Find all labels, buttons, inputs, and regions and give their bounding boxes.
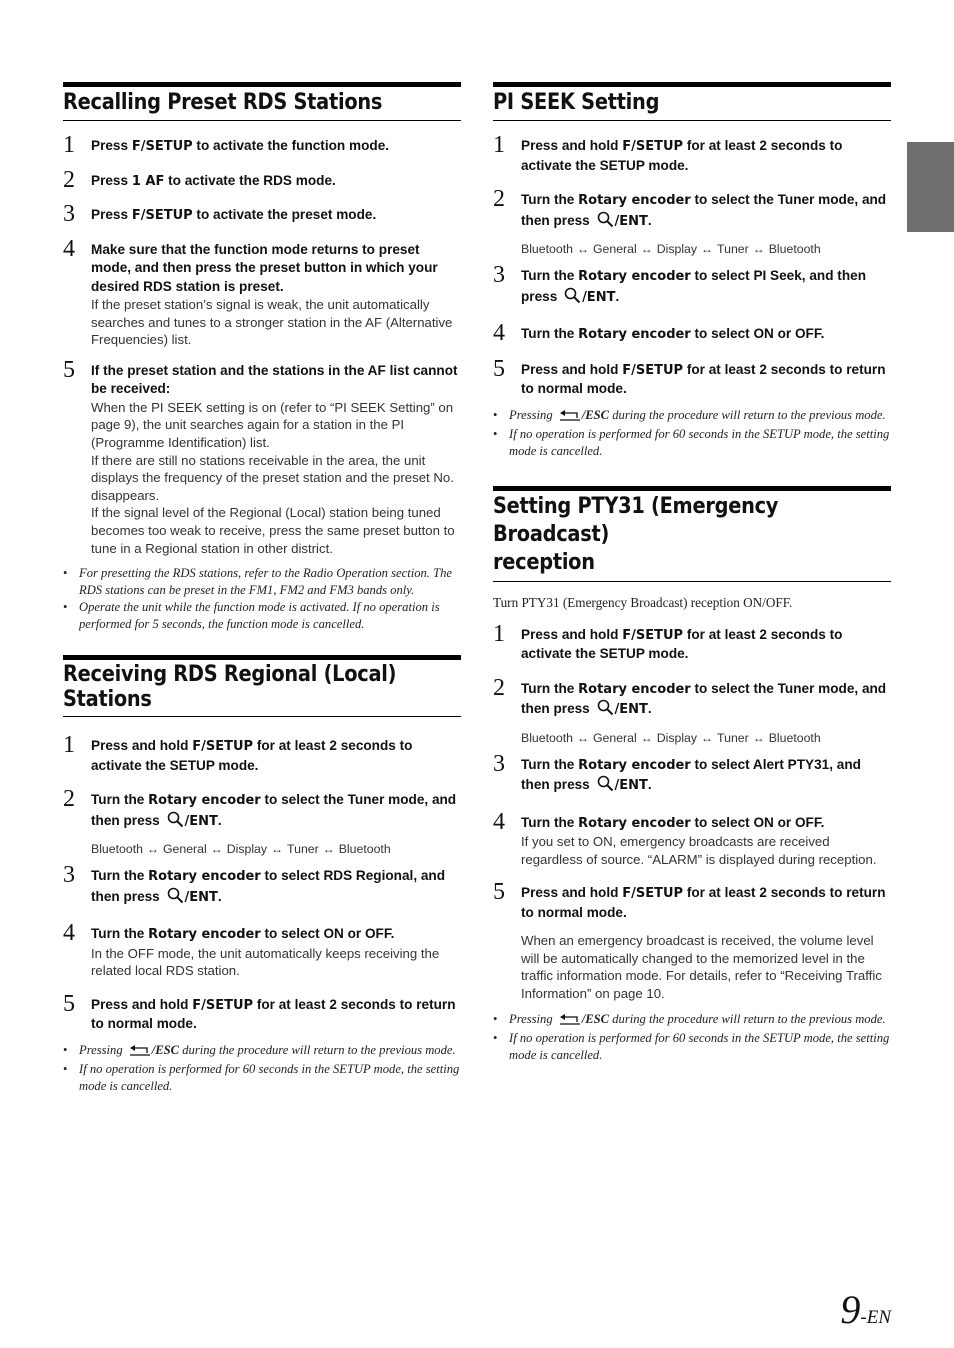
step-text: to select ON or OFF.	[690, 326, 825, 341]
step-number: 1	[493, 132, 505, 158]
back-arrow-icon	[559, 409, 581, 426]
step-description: If the signal level of the Regional (Local) station being tuned becomes too weak to receive, press the same preset button to tune in a Regional station in other district.	[91, 505, 455, 556]
step-text: .	[615, 288, 620, 304]
bullet: •	[493, 426, 498, 441]
section-receiving-regional	[63, 655, 461, 1095]
sequence-arrow: ↔	[752, 242, 765, 256]
sequence-item: Tuner	[717, 242, 749, 256]
notes-list	[63, 565, 461, 633]
sequence-item: Bluetooth	[521, 242, 573, 256]
search-icon	[597, 775, 614, 798]
back-arrow-icon	[129, 1044, 151, 1061]
step-description: In the OFF mode, the unit automatically keeps receiving the related local RDS station.	[91, 945, 440, 979]
step-description: When the PI SEEK setting is on (refer to “PI SEEK Setting” on page 9), the unit searches again for a station in the PI (Programme Identification) list.	[91, 399, 454, 450]
sequence-item: General	[592, 242, 637, 256]
sequence-item: Bluetooth	[768, 242, 821, 256]
step-2	[493, 674, 891, 746]
key-label: 1 AF	[131, 173, 165, 189]
step-text: Turn the	[521, 192, 579, 207]
step-text: Turn the	[521, 680, 579, 696]
note-text: during the procedure will return to the previous mode.	[609, 1011, 886, 1026]
step-4	[63, 235, 461, 349]
note-text: If no operation is performed for 60 seconds in the SETUP mode, the setting mode is cancelled.	[509, 426, 890, 458]
key-label: /ESC	[151, 1042, 180, 1057]
step-text: to activate the preset mode.	[192, 207, 377, 222]
step-2	[493, 186, 891, 257]
step-4	[63, 920, 461, 980]
section-intro: Turn PTY31 (Emergency Broadcast) reception ON/OFF.	[493, 594, 793, 610]
step-1	[493, 620, 891, 664]
section-heading	[493, 486, 891, 582]
step-1	[63, 732, 461, 775]
bullet: •	[63, 566, 68, 581]
step-text: Turn the	[521, 814, 579, 830]
bullet: •	[493, 1011, 498, 1026]
left-column	[63, 82, 461, 1095]
note-item	[63, 1061, 461, 1095]
note-item	[493, 1030, 891, 1064]
section-title: Recalling Preset RDS Stations	[63, 90, 383, 115]
key-label: Rotary encoder	[148, 927, 261, 943]
step-text: for at least 2 seconds to activate the SETUP mode.	[521, 626, 843, 661]
step-text: Turn the	[521, 756, 579, 772]
step-5	[493, 355, 891, 399]
step-text: .	[647, 701, 652, 716]
section-title: Receiving RDS Regional (Local)	[63, 662, 397, 688]
step-text: for at least 2 seconds to return to normal mode.	[521, 885, 886, 920]
search-icon	[167, 811, 184, 834]
sequence-arrow: ↔	[701, 730, 714, 745]
step-text: to select ON or OFF.	[690, 814, 825, 830]
sequence-item: General	[592, 730, 637, 745]
step-3	[63, 201, 461, 227]
step-text: to select the Tuner mode, and then press	[521, 680, 887, 716]
step-number: 2	[63, 166, 75, 193]
note-text: during the procedure will return to the previous mode.	[179, 1042, 456, 1057]
step-text: for at least 2 seconds to return to normal mode.	[521, 361, 886, 396]
step-text: Turn the	[91, 792, 149, 808]
bullet: •	[493, 1030, 498, 1045]
step-text: Turn the	[521, 268, 579, 283]
step-5	[63, 990, 461, 1034]
key-label: F/SETUP	[192, 997, 254, 1013]
key-label: F/SETUP	[622, 362, 684, 378]
step-number: 3	[493, 750, 505, 777]
key-label: Rotary encoder	[148, 869, 261, 885]
key-label: Rotary encoder	[578, 193, 691, 208]
sequence-arrow: ↔	[146, 842, 159, 857]
note-text: For presetting the RDS stations, refer to the Radio Operation section. The RDS stations can be preset in the FM1, FM2 and FM3 bands only.	[79, 566, 452, 598]
step-2	[63, 166, 461, 193]
search-icon	[597, 699, 614, 722]
sequence-item: Bluetooth	[521, 730, 573, 745]
key-label: Rotary encoder	[578, 815, 691, 831]
step-number: 3	[493, 262, 505, 288]
step-text: for at least 2 seconds to activate the SETUP mode.	[91, 738, 413, 773]
step-4	[493, 808, 891, 869]
note-item	[63, 1042, 461, 1061]
sequence-item: Bluetooth	[91, 842, 143, 857]
note-text: Operate the unit while the function mode is activated. If no operation is performed for 5 seconds, the function mode is cancelled.	[79, 600, 440, 632]
sequence-arrow: ↔	[322, 842, 335, 857]
step-description: If you set to ON, emergency broadcasts are received regardless of source. “ALARM” is displayed during reception.	[521, 834, 877, 867]
bullet: •	[63, 1061, 68, 1076]
section-title: Setting PTY31 (Emergency Broadcast)	[493, 493, 779, 547]
step-text: Press and hold	[521, 361, 623, 377]
step-number: 4	[493, 320, 505, 346]
step-number: 5	[63, 356, 75, 383]
key-label: /ENT	[582, 289, 616, 305]
right-column	[493, 82, 891, 1064]
key-label: /ENT	[184, 813, 218, 829]
step-text: Press and hold	[521, 626, 623, 642]
note-text: Pressing	[79, 1042, 126, 1057]
section-pty31	[493, 486, 891, 1064]
step-text: to activate the function mode.	[192, 138, 390, 153]
key-label: Rotary encoder	[578, 757, 691, 773]
sequence-arrow: ↔	[701, 242, 714, 256]
key-label: F/SETUP	[131, 139, 193, 154]
sequence-arrow: ↔	[576, 730, 589, 745]
section-tab-marker	[907, 142, 954, 232]
note-text: If no operation is performed for 60 seconds in the SETUP mode, the setting mode is cancelled.	[79, 1061, 460, 1093]
section-heading	[63, 82, 461, 121]
notes-list	[63, 1042, 461, 1095]
key-label: /ENT	[614, 778, 648, 793]
step-5	[63, 356, 461, 557]
key-label: Rotary encoder	[578, 269, 691, 284]
key-label: /ENT	[184, 889, 218, 905]
step-number: 2	[493, 674, 505, 701]
step-number: 1	[63, 132, 75, 158]
mode-sequence	[91, 841, 461, 857]
note-item	[63, 599, 461, 633]
note-item	[493, 426, 891, 460]
key-label: Rotary encoder	[148, 793, 261, 809]
note-text: Pressing	[509, 1011, 556, 1026]
sequence-item: Bluetooth	[768, 730, 821, 745]
step-text: Press	[91, 207, 132, 222]
step-text: Press and hold	[91, 738, 193, 754]
step-text: .	[217, 812, 222, 828]
step-text: Press and hold	[521, 138, 623, 153]
step-text: to select Alert PTY31, and then press	[521, 756, 861, 792]
step-text: to select PI Seek, and then press	[521, 268, 866, 304]
note-text: If no operation is performed for 60 seconds in the SETUP mode, the setting mode is cancelled.	[509, 1030, 890, 1062]
step-number: 1	[63, 732, 75, 759]
step-number: 4	[493, 808, 505, 835]
key-label: /ENT	[614, 702, 648, 717]
page-number-suffix: -EN	[860, 1307, 891, 1328]
step-text: to select RDS Regional, and then press	[91, 868, 446, 904]
note-text: Pressing	[509, 407, 556, 422]
step-text: Press	[91, 138, 132, 153]
page-number	[840, 1286, 891, 1333]
key-label: /ESC	[581, 407, 610, 422]
key-label: Rotary encoder	[578, 681, 691, 697]
step-number: 1	[493, 620, 505, 647]
step-text: Turn the	[521, 326, 579, 341]
sequence-arrow: ↔	[640, 242, 653, 256]
search-icon	[564, 287, 581, 310]
step-number: 3	[63, 862, 75, 889]
step-number: 5	[63, 990, 75, 1017]
step-4	[493, 320, 891, 346]
section-title: Stations	[63, 687, 152, 713]
sequence-item: Display	[656, 730, 698, 745]
sequence-arrow: ↔	[271, 842, 284, 857]
notes-list	[493, 1011, 891, 1064]
section-pi-seek	[493, 82, 891, 460]
step-number: 5	[493, 879, 505, 906]
step-text: for at least 2 seconds to activate the SETUP mode.	[521, 138, 843, 173]
mode-sequence	[521, 241, 891, 257]
step-text: If the preset station and the stations in the AF list cannot be received:	[91, 362, 458, 397]
step-text: Make sure that the function mode returns to preset mode, and then press the preset button in which your desired RDS station is preset.	[91, 241, 438, 294]
step-text: for at least 2 seconds to return to normal mode.	[91, 996, 456, 1032]
key-label: F/SETUP	[131, 208, 193, 223]
step-text: to select ON or OFF.	[260, 926, 395, 942]
section-title: reception	[493, 549, 595, 575]
sequence-arrow: ↔	[576, 242, 589, 256]
key-label: /ENT	[614, 213, 648, 229]
step-text: .	[647, 777, 652, 792]
search-icon	[167, 887, 184, 910]
sequence-item: Tuner	[287, 842, 319, 857]
mode-sequence	[521, 730, 891, 746]
sequence-item: Display	[226, 842, 268, 857]
step-2	[63, 786, 461, 857]
step-5	[493, 879, 891, 1002]
notes-list	[493, 407, 891, 460]
section-heading	[493, 82, 891, 121]
bullet: •	[493, 407, 498, 422]
step-number: 2	[493, 186, 505, 212]
step-text: to activate the RDS mode.	[164, 172, 336, 188]
note-item	[493, 1011, 891, 1030]
step-text: Press and hold	[521, 885, 623, 901]
sequence-item: Tuner	[717, 730, 749, 745]
step-text: .	[647, 212, 652, 228]
step-3	[493, 262, 891, 309]
step-3	[493, 750, 891, 798]
section-title: PI SEEK Setting	[493, 90, 660, 115]
step-text: to select the Tuner mode, and then press	[521, 192, 887, 228]
key-label: /ESC	[581, 1011, 610, 1026]
back-arrow-icon	[559, 1013, 581, 1030]
key-label: F/SETUP	[622, 139, 684, 154]
note-item	[493, 407, 891, 426]
bullet: •	[63, 600, 68, 615]
step-text: to select the Tuner mode, and then press	[91, 792, 457, 828]
sequence-arrow: ↔	[752, 730, 765, 745]
key-label: F/SETUP	[622, 627, 684, 643]
step-description: When an emergency broadcast is received, the volume level will be automatically changed to the memorized level in the traffic information mode. For details, refer to “Receiving Traffic Information” on page 10.	[521, 933, 882, 1001]
bullet: •	[63, 1042, 68, 1057]
step-text: Press and hold	[91, 996, 193, 1012]
section-heading	[63, 655, 461, 717]
key-label: F/SETUP	[622, 886, 684, 902]
page-number-value: 9	[840, 1287, 861, 1332]
step-1	[63, 132, 461, 158]
step-description: If there are still no stations receivable in the area, the unit displays the frequency of the preset station and the preset No. disappears.	[91, 452, 454, 503]
step-description: If the preset station’s signal is weak, the unit automatically searches and tunes to a stronger station in the AF (Alternative Frequencies) list.	[91, 297, 453, 348]
key-label: Rotary encoder	[578, 327, 691, 342]
step-number: 3	[63, 201, 75, 227]
sequence-item: General	[162, 842, 207, 857]
sequence-item: Display	[656, 242, 698, 256]
step-text: Turn the	[91, 868, 149, 884]
step-number: 4	[63, 235, 75, 262]
section-recalling-preset	[63, 82, 461, 633]
step-text: .	[217, 888, 222, 904]
note-item	[63, 565, 461, 599]
sequence-arrow: ↔	[640, 730, 653, 745]
step-number: 2	[63, 786, 75, 813]
step-text: Turn the	[91, 926, 149, 942]
search-icon	[597, 211, 614, 234]
step-3	[63, 862, 461, 909]
step-text: Press	[91, 172, 132, 188]
sequence-arrow: ↔	[210, 842, 223, 857]
key-label: F/SETUP	[192, 739, 254, 755]
step-1	[493, 132, 891, 175]
sequence-item: Bluetooth	[338, 842, 391, 857]
step-number: 4	[63, 920, 75, 947]
step-number: 5	[493, 355, 505, 382]
note-text: during the procedure will return to the previous mode.	[609, 407, 886, 422]
